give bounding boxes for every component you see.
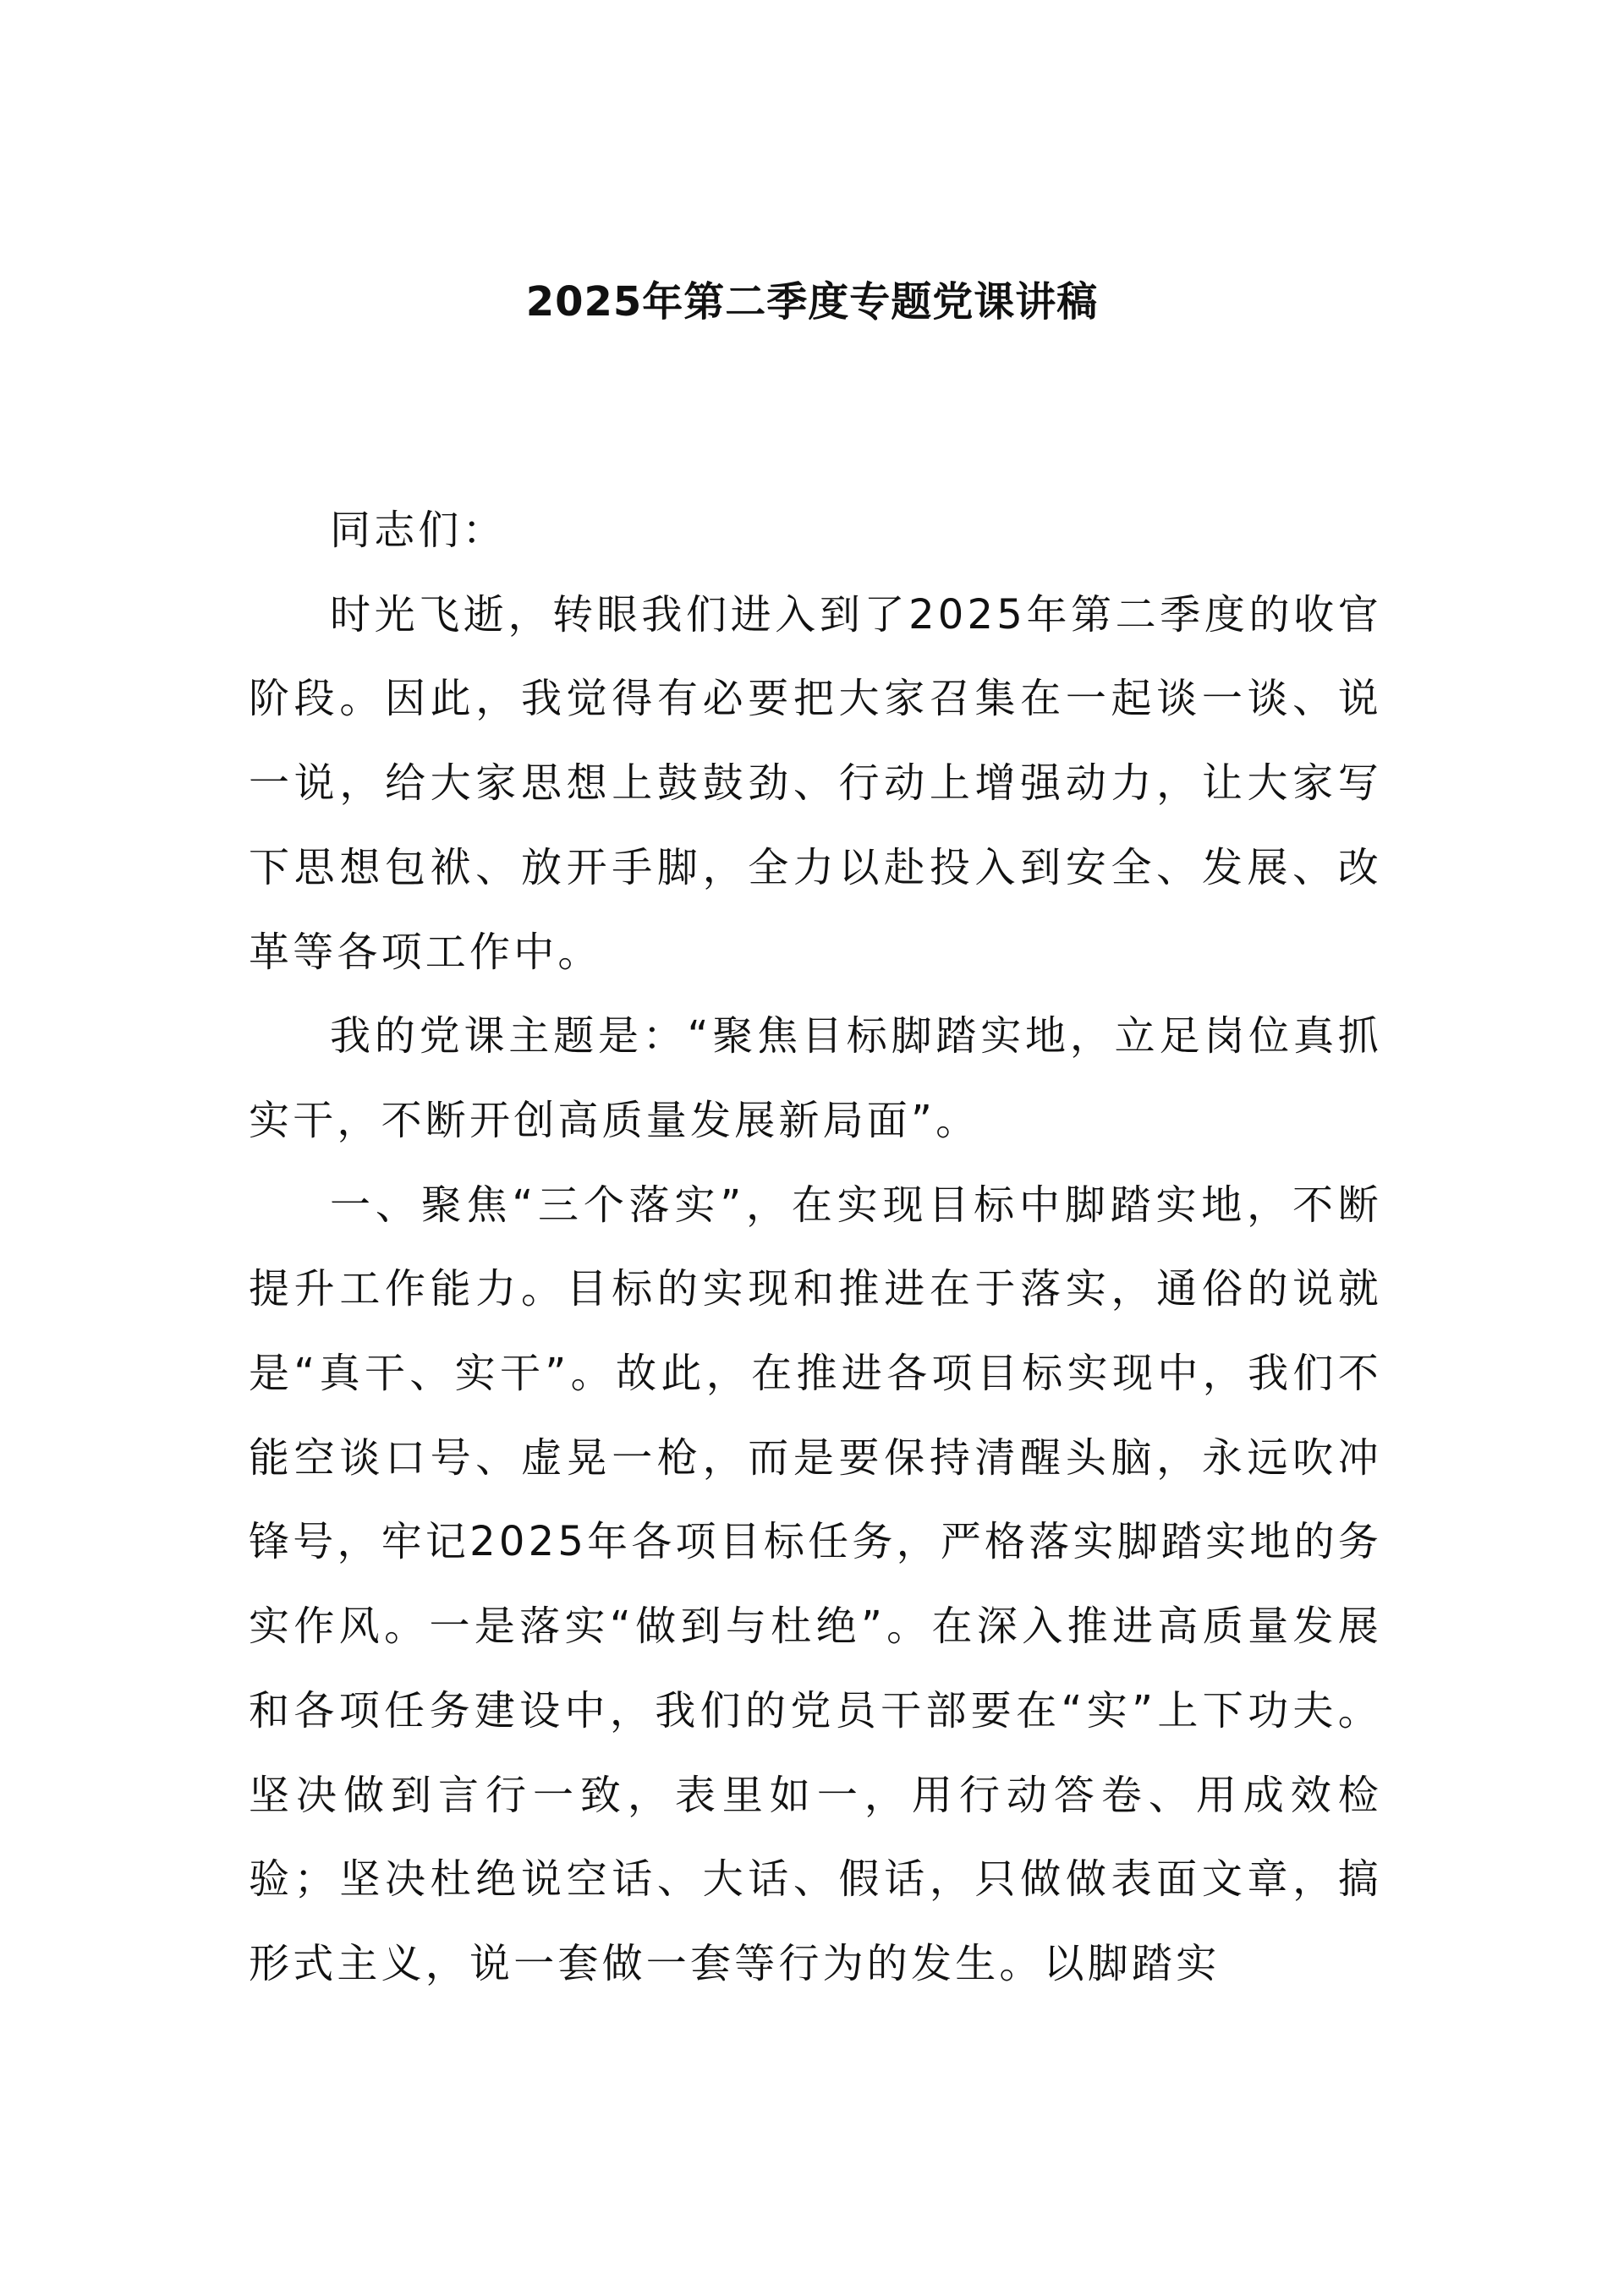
page-title: 2025年第二季度专题党课讲稿 [525, 278, 1099, 326]
document-body [249, 489, 1382, 2007]
section-one-paragraph: 一、聚焦“三个落实”，在实现目标中脚踏实地，不断提升工作能力。目标的实现和推进在于落实，通俗的说就是“真干、实干”。故此，在推进各项目标实现中，我们不能空谈口号、虚晃一枪，而是要保持清醒头脑，永远吹冲锋号，牢记2025年各项目标任务，严格落实脚踏实地的务实作风。一是落实“做到与杜绝”。在深入推进高质量发展和各项任务建设中，我们的党员干部要在“实”上下功夫。坚决做到言行一致，表里如一，用行动答卷、用成效检验；坚决杜绝说空话、大话、假话，只做做表面文章，搞形式主义，说一套做一套等行为的发生。以脚踏实 [249, 1181, 1382, 1987]
theme-paragraph: 我的党课主题是：“聚焦目标脚踏实地，立足岗位真抓实干，不断开创高质量发展新局面”。 [249, 1012, 1382, 1144]
intro-paragraph: 时光飞逝，转眼我们进入到了2025年第二季度的收官阶段。因此，我觉得有必要把大家召集在一起谈一谈、说一说，给大家思想上鼓鼓劲、行动上增强动力，让大家写下思想包袱、放开手脚，全力以赴投入到安全、发展、改革等各项工作中。 [249, 590, 1382, 976]
salutation-paragraph: 同志们： [330, 507, 507, 554]
